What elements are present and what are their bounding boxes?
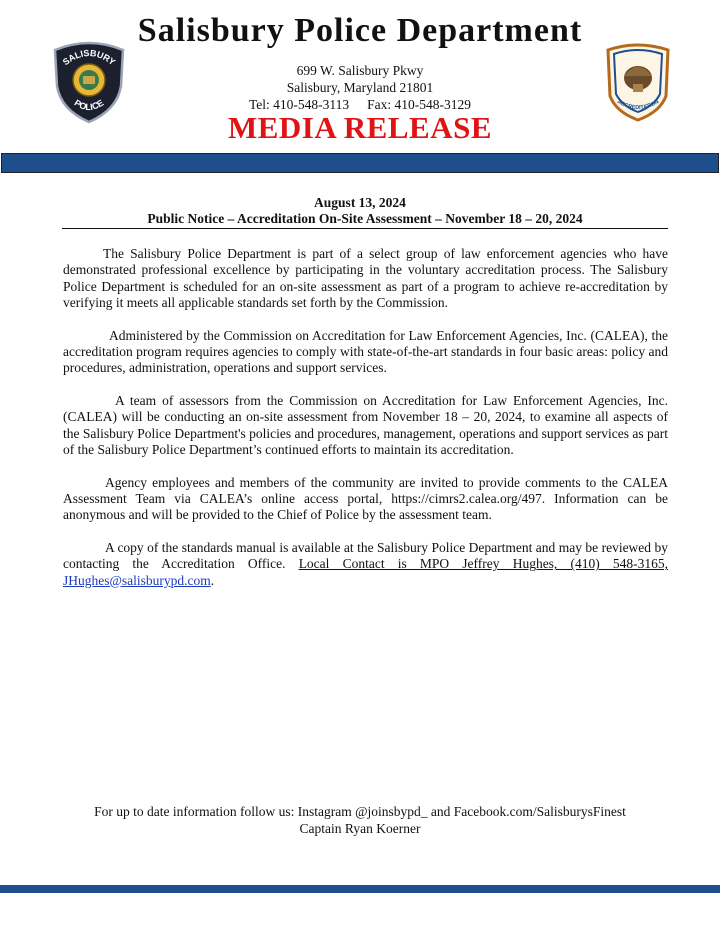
telephone: Tel: 410-548-3113	[248, 97, 350, 112]
address-street: 699 W. Salisbury Pkwy	[296, 63, 424, 78]
address-city: Salisbury, Maryland 21801	[286, 80, 434, 95]
paragraph-2: Administered by the Commission on Accreditation for Law Enforcement Agencies, Inc. (CALEA), the accreditation program requires agencies to comply with state-of-the-art standards in four basic areas: policy and procedures, administration, operations and support services.	[63, 327, 668, 376]
department-title: Salisbury Police Department	[137, 12, 583, 49]
paragraph-5-text: A copy of the standards manual is available at the Salisbury Police Department and may be reviewed by contacting the Accreditation Office.	[63, 540, 668, 572]
paragraph-5-end: .	[210, 572, 215, 588]
release-subject: Public Notice – Accreditation On-Site Assessment – November 18 – 20, 2024	[62, 211, 668, 229]
paragraph-3: A team of assessors from the Commission on Accreditation for Law Enforcement Agencies, Inc. (CALEA) will be conducting an on-site assessment from November 18 – 20, 2024, to examine all aspects of the Salisbury Police Department's policies and procedures, management, operations and support services as part of the Salisbury Police Department’s continued efforts to maintain its accreditation.	[63, 393, 668, 457]
social-follow-line: For up to date information follow us: Instagram @joinsbypd_ and Facebook.com/SalisburysFinest	[94, 804, 626, 819]
local-contact: Local Contact is MPO Jeffrey Hughes, (410) 548-3165,	[298, 556, 668, 572]
fax: Fax: 410-548-3129	[367, 97, 472, 112]
header-divider-bar	[1, 153, 719, 173]
badge-text-top: SALISBURY	[60, 47, 118, 68]
badge-text-bottom: POLICE	[72, 97, 106, 113]
paragraph-1: The Salisbury Police Department is part of a select group of law enforcement agencies who have demonstrated professional excellence by participating in the voluntary accreditation process. The Salisbury Police Department is scheduled for an on-site assessment as part of a program to achieve re-accreditation by verifying it meets all applicable standards set forth by the Commission.	[63, 246, 668, 310]
release-body	[63, 246, 668, 606]
contact-email-link[interactable]: JHughes@salisburypd.com	[63, 572, 211, 588]
signature: Captain Ryan Koerner	[299, 821, 421, 836]
media-release-heading: MEDIA RELEASE	[227, 110, 493, 145]
footer-divider-bar	[0, 885, 720, 893]
seal-text: ACCREDITATION	[615, 99, 661, 112]
paragraph-4: Agency employees and members of the community are invited to provide comments to the CALEA Assessment Team via CALEA’s online access portal, https://cimrs2.calea.org/497. Information can be anonymous and will be provided to the Chief of Police by the assessment team.	[63, 474, 668, 523]
paragraph-5	[63, 540, 668, 589]
release-date: August 13, 2024	[314, 195, 406, 210]
